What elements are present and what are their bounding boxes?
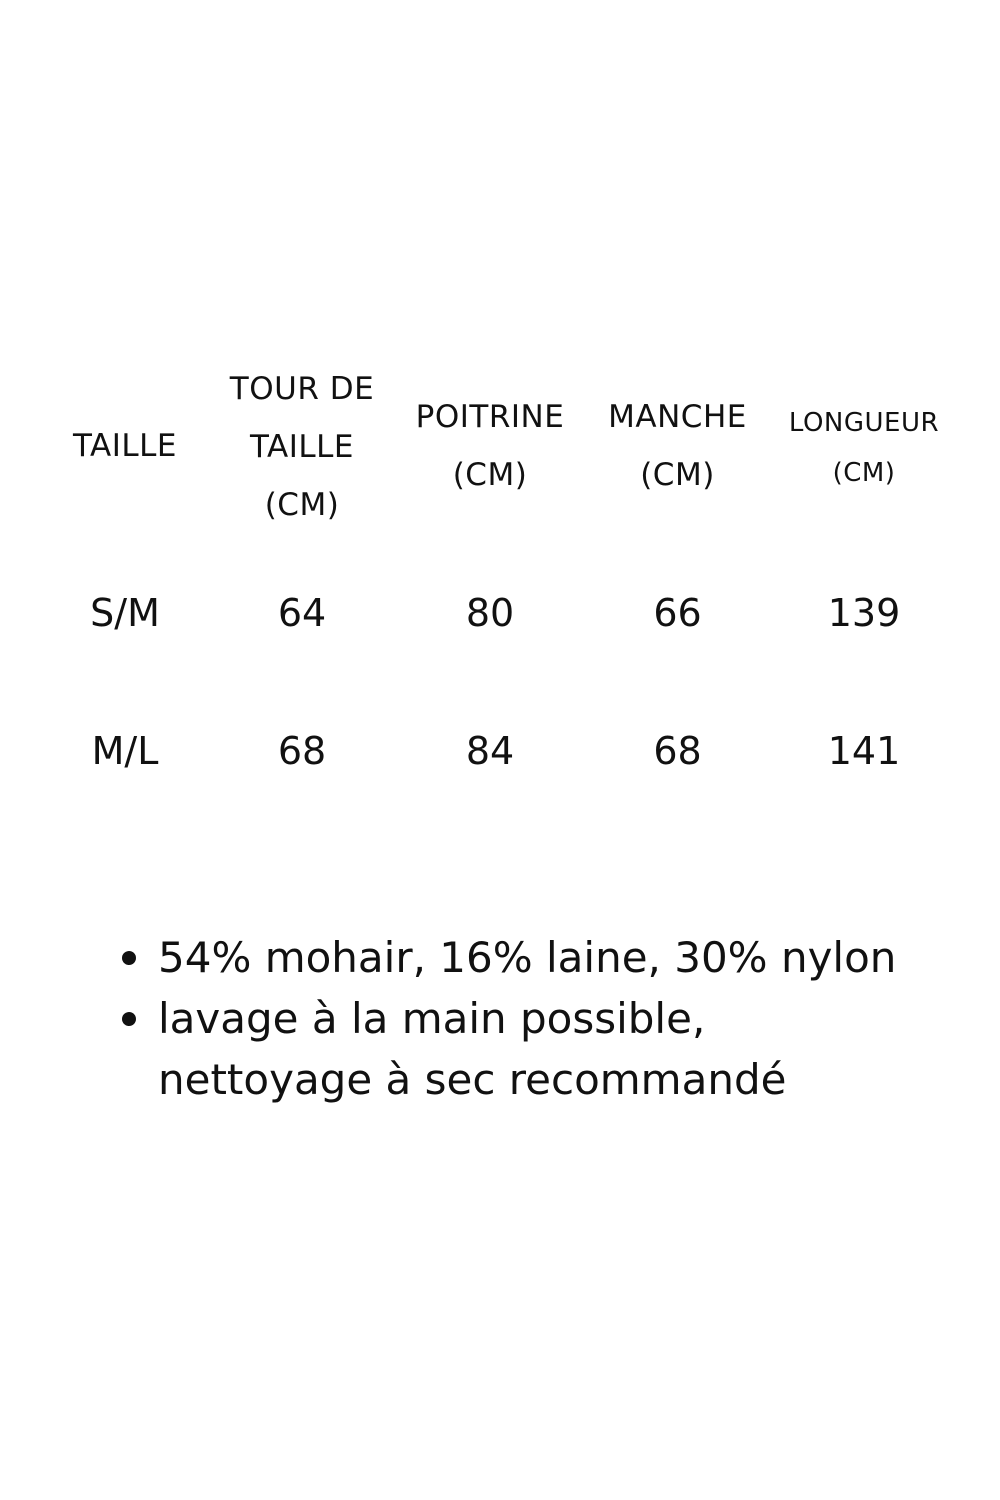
cell-size: S/M bbox=[90, 591, 160, 635]
header-poitrine-line-2: (CM) bbox=[452, 457, 528, 493]
cell-poitrine: 80 bbox=[465, 591, 515, 635]
header-poitrine-line-1: POITRINE bbox=[415, 399, 565, 435]
table-row-s-m bbox=[0, 583, 1000, 643]
cell-manche: 68 bbox=[653, 729, 702, 773]
header-manche bbox=[590, 388, 765, 504]
header-poitrine bbox=[400, 388, 580, 504]
list-item bbox=[112, 988, 932, 1110]
header-taille-line-1: TAILLE bbox=[72, 428, 177, 464]
care-note-washing: lavage à la main possible, nettoyage à sec recommandé bbox=[158, 994, 787, 1104]
header-tour-de-taille bbox=[212, 360, 392, 534]
cell-size: M/L bbox=[91, 729, 159, 773]
cell-tour-de-taille: 64 bbox=[277, 591, 327, 635]
header-taille bbox=[45, 417, 205, 475]
header-longueur-line-1: LONGUEUR bbox=[788, 408, 940, 438]
list-item bbox=[112, 927, 932, 988]
care-notes-list bbox=[112, 927, 932, 1110]
header-manche-line-2: (CM) bbox=[640, 457, 715, 493]
cell-manche: 66 bbox=[653, 591, 702, 635]
header-longueur bbox=[775, 398, 953, 498]
bullet-icon bbox=[122, 951, 136, 965]
header-manche-line-1: MANCHE bbox=[608, 399, 747, 435]
cell-longueur: 141 bbox=[827, 729, 901, 773]
header-tour-de-taille-line-3: (CM) bbox=[264, 487, 340, 523]
bullet-icon bbox=[122, 1012, 136, 1026]
header-longueur-line-2: (CM) bbox=[832, 458, 896, 488]
cell-tour-de-taille: 68 bbox=[277, 729, 327, 773]
header-tour-de-taille-line-1: TOUR DE bbox=[229, 371, 375, 407]
cell-poitrine: 84 bbox=[465, 729, 515, 773]
cell-longueur: 139 bbox=[827, 591, 901, 635]
header-tour-de-taille-line-2: TAILLE bbox=[249, 429, 354, 465]
care-note-composition: 54% mohair, 16% laine, 30% nylon bbox=[158, 933, 897, 982]
table-row-m-l bbox=[0, 721, 1000, 781]
